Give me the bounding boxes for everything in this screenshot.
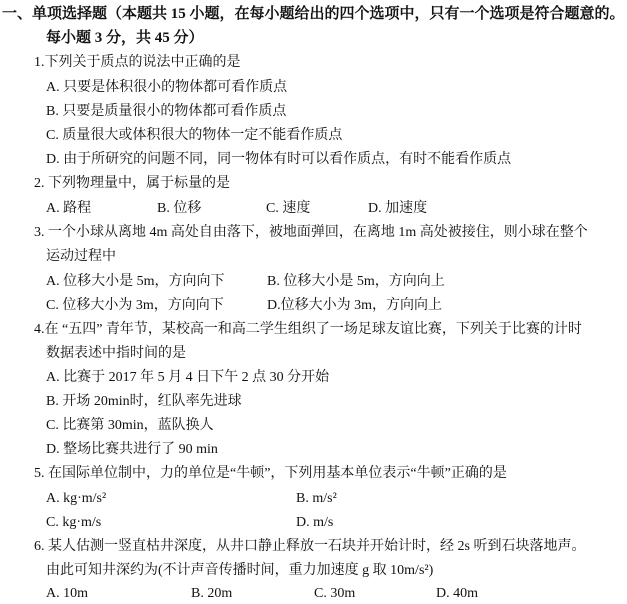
q3-option-c: C. 位移大小为 3m，方向向下	[46, 298, 224, 313]
q6-option-d: D. 40m	[436, 586, 478, 601]
q4-option-d: D. 整场比赛共进行了 90 min	[46, 442, 218, 457]
q1-option-b: B. 只要是质量很小的物体都可看作质点	[46, 104, 287, 119]
section-heading: 一、单项选择题（本题共 15 小题，在每小题给出的四个选项中，只有一个选项是符合题意的。	[2, 6, 625, 22]
q2-option-b: B. 位移	[157, 201, 202, 216]
q1-option-c: C. 质量很大或体积很大的物体一定不能看作质点	[46, 128, 343, 143]
q4-option-b: B. 开场 20min时，红队率先进球	[46, 394, 242, 409]
q5-option-d: D. m/s	[296, 515, 334, 530]
q2-option-c: C. 速度	[266, 201, 311, 216]
q6-option-b: B. 20m	[191, 586, 233, 601]
question-3-stem: 3. 一个小球从离地 4m 高处自由落下，被地面弹回，在离地 1m 高处被接住，则小球在整个	[34, 225, 588, 240]
question-4-stem-continued: 数据表述中指时间的是	[46, 346, 186, 361]
q6-option-a: A. 10m	[46, 586, 88, 601]
q4-option-a: A. 比赛于 2017 年 5 月 4 日下午 2 点 30 分开始	[46, 370, 330, 385]
q5-option-a: A. kg·m/s²	[46, 491, 107, 506]
q5-option-c: C. kg·m/s	[46, 515, 102, 530]
q3-option-b: B. 位移大小是 5m，方向向上	[267, 274, 445, 289]
question-1-stem: 1.下列关于质点的说法中正确的是	[34, 55, 241, 70]
q5-option-b: B. m/s²	[296, 491, 337, 506]
q1-option-a: A. 只要是体积很小的物体都可看作质点	[46, 80, 288, 95]
question-3-stem-continued: 运动过程中	[46, 249, 116, 264]
q3-option-d: D.位移大小为 3m，方向向上	[267, 298, 442, 313]
q4-option-c: C. 比赛第 30min，蓝队换人	[46, 418, 214, 433]
q1-option-d: D. 由于所研究的问题不同，同一物体有时可以看作质点，有时不能看作质点	[46, 152, 512, 167]
question-6-stem: 6. 某人估测一竖直枯井深度，从井口静止释放一石块并开始计时，经 2s 听到石块落地声。	[34, 539, 586, 554]
section-heading-continued: 每小题 3 分，共 45 分）	[46, 30, 204, 46]
q2-option-a: A. 路程	[46, 201, 92, 216]
question-5-stem: 5. 在国际单位制中，力的单位是“牛顿”，下列用基本单位表示“牛顿”正确的是	[34, 466, 507, 481]
question-2-stem: 2. 下列物理量中，属于标量的是	[34, 176, 230, 191]
question-4-stem: 4.在 “五四” 青年节，某校高一和高二学生组织了一场足球友谊比赛，下列关于比赛的计时	[34, 322, 582, 337]
q3-option-a: A. 位移大小是 5m，方向向下	[46, 274, 225, 289]
q6-option-c: C. 30m	[314, 586, 356, 601]
q2-option-d: D. 加速度	[368, 201, 428, 216]
question-6-stem-continued: 由此可知井深约为(不计声音传播时间，重力加速度 g 取 10m/s²)	[46, 563, 434, 578]
